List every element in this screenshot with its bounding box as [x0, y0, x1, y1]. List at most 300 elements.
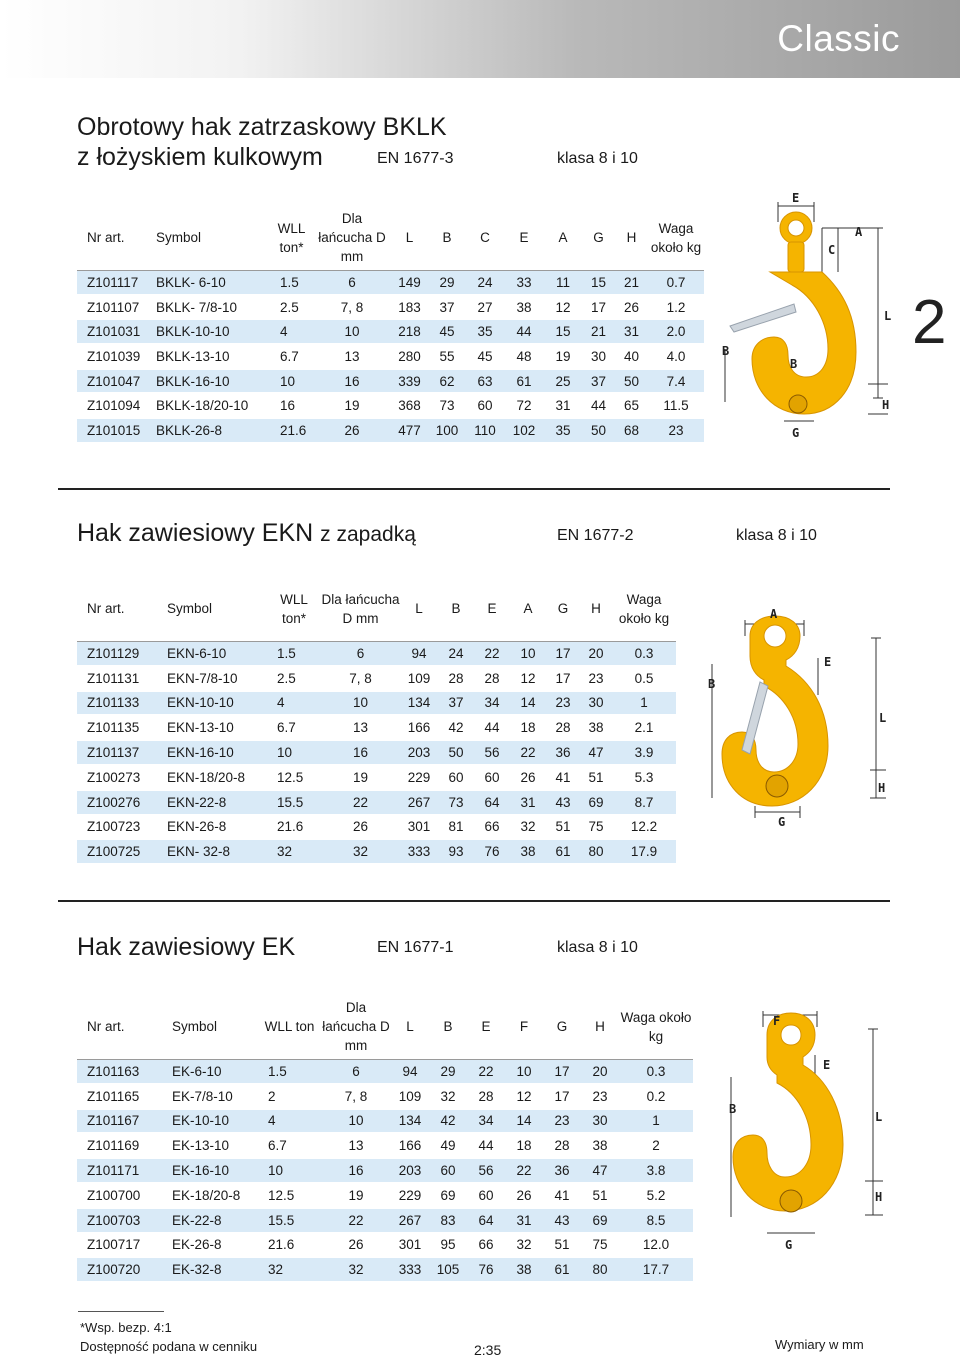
bklk-cell: 45	[428, 319, 466, 344]
table-row	[77, 691, 676, 716]
ek-cell: 7, 8	[321, 1084, 391, 1109]
ek-cell: 333	[391, 1257, 429, 1282]
ekn-cell: 109	[400, 666, 438, 691]
ekn-cell: 23	[580, 666, 612, 691]
ekn-cell: 30	[580, 691, 612, 716]
ek-cell: 134	[391, 1109, 429, 1134]
bklk-cell: 10	[313, 319, 391, 344]
table-row	[77, 790, 676, 815]
bklk-cell: 0.7	[648, 270, 704, 295]
ekn-cell: Z100725	[77, 839, 157, 864]
ek-cell: Z100703	[77, 1208, 162, 1233]
ekn-header-8: G	[546, 577, 580, 641]
bklk-cell: 6.7	[270, 344, 313, 369]
ekn-label-h: H	[878, 781, 886, 795]
bklk-cell: 33	[504, 270, 544, 295]
ek-cell: 30	[581, 1109, 619, 1134]
ek-cell: 26	[321, 1233, 391, 1258]
ek-cell: 41	[543, 1183, 581, 1208]
ek-label-b: B	[729, 1102, 737, 1116]
bklk-header-3: Dla łańcucha D mm	[313, 206, 391, 270]
ekn-cell: 0.5	[612, 666, 676, 691]
ek-cell: 105	[429, 1257, 467, 1282]
ekn-cell: 10	[321, 691, 400, 716]
bklk-cell: BKLK-26-8	[146, 418, 270, 443]
ekn-cell: 8.7	[612, 790, 676, 815]
bklk-label-b: B	[722, 344, 730, 358]
bklk-cell: 110	[466, 418, 504, 443]
ek-cell: 2	[258, 1084, 321, 1109]
bklk-label-l: L	[884, 309, 892, 323]
bklk-label-a: A	[855, 225, 863, 239]
table-row	[77, 295, 704, 320]
ekn-cell: 38	[580, 715, 612, 740]
ekn-header-7: A	[510, 577, 546, 641]
ekn-label-b: B	[708, 677, 716, 691]
chapter-number: 2	[912, 288, 947, 357]
bklk-cell: 7.4	[648, 369, 704, 394]
bklk-cell: 72	[504, 393, 544, 418]
ek-cell: EK-10-10	[162, 1109, 258, 1134]
ekn-cell: 20	[580, 641, 612, 666]
ek-table	[77, 995, 693, 1283]
ekn-cell: 22	[510, 740, 546, 765]
ekn-cell: 60	[438, 765, 474, 790]
table-row	[77, 839, 676, 864]
ekn-cell: 5.3	[612, 765, 676, 790]
ekn-cell: 38	[510, 839, 546, 864]
bklk-cell: 31	[615, 319, 648, 344]
bklk-cell: 30	[582, 344, 615, 369]
ekn-cell: 66	[474, 815, 510, 840]
ekn-cell: Z100276	[77, 790, 157, 815]
ek-cell: 29	[429, 1059, 467, 1084]
bklk-cell: 13	[313, 344, 391, 369]
ek-cell: EK-16-10	[162, 1158, 258, 1183]
ekn-cell: 12	[510, 666, 546, 691]
ek-cell: EK-6-10	[162, 1059, 258, 1084]
ekn-cell: 81	[438, 815, 474, 840]
ekn-cell: Z101129	[77, 641, 157, 666]
ekn-cell: 69	[580, 790, 612, 815]
ekn-cell: 32	[267, 839, 321, 864]
ekn-header-10: Waga około kg	[612, 577, 676, 641]
ekn-cell: 32	[321, 839, 400, 864]
bklk-cell: 21	[615, 270, 648, 295]
ek-cell: 10	[258, 1158, 321, 1183]
ek-cell: 60	[467, 1183, 505, 1208]
ekn-cell: 14	[510, 691, 546, 716]
ek-cell: 10	[321, 1109, 391, 1134]
table-row	[77, 1183, 693, 1208]
bklk-cell: 31	[544, 393, 582, 418]
table-row	[77, 666, 676, 691]
ek-cell: 44	[467, 1133, 505, 1158]
ek-cell: 64	[467, 1208, 505, 1233]
bklk-title-line2: z łożyskiem kulkowym	[77, 143, 323, 171]
ek-cell: 43	[543, 1208, 581, 1233]
table-row	[77, 815, 676, 840]
bklk-cell: 26	[615, 295, 648, 320]
ekn-cell: Z100723	[77, 815, 157, 840]
ek-hook-drawing	[715, 1005, 905, 1255]
bklk-cell: 29	[428, 270, 466, 295]
bklk-cell: 50	[582, 418, 615, 443]
ek-cell: Z100717	[77, 1233, 162, 1258]
bklk-cell: 44	[582, 393, 615, 418]
bklk-cell: 368	[391, 393, 428, 418]
ekn-title-small: z zapadką	[320, 523, 416, 546]
ek-cell: 19	[321, 1183, 391, 1208]
ek-cell: 17	[543, 1084, 581, 1109]
bklk-cell: 24	[466, 270, 504, 295]
ekn-cell: 44	[474, 715, 510, 740]
bklk-cell: 10	[270, 369, 313, 394]
ek-cell: 15.5	[258, 1208, 321, 1233]
bklk-cell: 183	[391, 295, 428, 320]
ekn-header-3: Dla łańcucha D mm	[321, 577, 400, 641]
bklk-header-0: Nr art.	[77, 206, 146, 270]
ek-cell: 69	[429, 1183, 467, 1208]
footnote-safety: *Wsp. bezp. 4:1	[80, 1320, 172, 1335]
bklk-header-6: C	[466, 206, 504, 270]
bklk-cell: BKLK-13-10	[146, 344, 270, 369]
ek-cell: 12.0	[619, 1233, 693, 1258]
ekn-label-e: E	[824, 655, 832, 669]
ekn-cell: 47	[580, 740, 612, 765]
ek-cell: 56	[467, 1158, 505, 1183]
ek-cell: 1	[619, 1109, 693, 1134]
ekn-cell: 6	[321, 641, 400, 666]
ekn-cell: 7, 8	[321, 666, 400, 691]
table-row	[77, 418, 704, 443]
ek-cell: 51	[581, 1183, 619, 1208]
ek-header-5: B	[429, 995, 467, 1059]
ek-header-4: L	[391, 995, 429, 1059]
bklk-cell: 60	[466, 393, 504, 418]
ek-cell: EK-32-8	[162, 1257, 258, 1282]
ek-cell: 32	[429, 1084, 467, 1109]
bklk-cell: 25	[544, 369, 582, 394]
bklk-cell: 37	[428, 295, 466, 320]
ekn-cell: EKN-18/20-8	[157, 765, 267, 790]
bklk-cell: 65	[615, 393, 648, 418]
bklk-title-line1: Obrotowy hak zatrzaskowy BKLK	[77, 113, 447, 141]
ek-label-e: E	[823, 1058, 831, 1072]
bklk-cell: Z101031	[77, 319, 146, 344]
ek-cell: 32	[321, 1257, 391, 1282]
ekn-cell: Z101137	[77, 740, 157, 765]
ekn-header-9: H	[580, 577, 612, 641]
ekn-hook-drawing	[700, 600, 900, 840]
ek-cell: 301	[391, 1233, 429, 1258]
table-row	[77, 1208, 693, 1233]
table-row	[77, 1257, 693, 1282]
bklk-cell: 35	[466, 319, 504, 344]
ekn-cell: 1.5	[267, 641, 321, 666]
bklk-cell: BKLK-18/20-10	[146, 393, 270, 418]
ekn-cell: 1	[612, 691, 676, 716]
bklk-cell: 48	[504, 344, 544, 369]
bklk-header-4: L	[391, 206, 428, 270]
ek-cell: 229	[391, 1183, 429, 1208]
ek-header-0: Nr art.	[77, 995, 162, 1059]
bklk-cell: 50	[615, 369, 648, 394]
bklk-cell: 27	[466, 295, 504, 320]
ek-cell: Z100720	[77, 1257, 162, 1282]
ekn-cell: 61	[546, 839, 580, 864]
bklk-header-11: Waga około kg	[648, 206, 704, 270]
ekn-cell: 0.3	[612, 641, 676, 666]
ek-header-7: F	[505, 995, 543, 1059]
bklk-cell: 6	[313, 270, 391, 295]
ekn-cell: 10	[267, 740, 321, 765]
ek-cell: 66	[467, 1233, 505, 1258]
header-bar	[0, 0, 960, 78]
table-row	[77, 369, 704, 394]
bklk-cell: 19	[313, 393, 391, 418]
ekn-standard: EN 1677-2	[557, 527, 634, 544]
ekn-cell: 42	[438, 715, 474, 740]
bklk-label-e: E	[792, 192, 800, 205]
page-number: 2:35	[474, 1342, 502, 1357]
bklk-cell: 12	[544, 295, 582, 320]
ekn-cell: 2.5	[267, 666, 321, 691]
ekn-cell: 134	[400, 691, 438, 716]
bklk-cell: 15	[544, 319, 582, 344]
ek-cell: 17.7	[619, 1257, 693, 1282]
bklk-cell: 7, 8	[313, 295, 391, 320]
ekn-cell: EKN-13-10	[157, 715, 267, 740]
ek-cell: 38	[505, 1257, 543, 1282]
ek-cell: 2	[619, 1133, 693, 1158]
bklk-cell: 68	[615, 418, 648, 443]
ekn-cell: 17.9	[612, 839, 676, 864]
ek-cell: 51	[543, 1233, 581, 1258]
bklk-cell: 44	[504, 319, 544, 344]
ek-cell: 1.5	[258, 1059, 321, 1084]
ekn-cell: 12.5	[267, 765, 321, 790]
ek-cell: 75	[581, 1233, 619, 1258]
ek-class: klasa 8 i 10	[557, 939, 638, 956]
ek-cell: 28	[467, 1084, 505, 1109]
ekn-cell: 56	[474, 740, 510, 765]
ekn-cell: 166	[400, 715, 438, 740]
ekn-cell: 3.9	[612, 740, 676, 765]
ek-cell: EK-18/20-8	[162, 1183, 258, 1208]
ekn-cell: 267	[400, 790, 438, 815]
ekn-cell: 12.2	[612, 815, 676, 840]
ekn-cell: 24	[438, 641, 474, 666]
ek-cell: 47	[581, 1158, 619, 1183]
ekn-cell: 36	[546, 740, 580, 765]
ekn-header-6: E	[474, 577, 510, 641]
ek-cell: 36	[543, 1158, 581, 1183]
ek-cell: Z101167	[77, 1109, 162, 1134]
ekn-cell: EKN-16-10	[157, 740, 267, 765]
ek-cell: EK-22-8	[162, 1208, 258, 1233]
bklk-label-c: C	[828, 243, 836, 257]
table-row	[77, 1133, 693, 1158]
ekn-cell: 26	[510, 765, 546, 790]
bklk-cell: 218	[391, 319, 428, 344]
ekn-table	[77, 577, 676, 865]
ek-cell: 6	[321, 1059, 391, 1084]
ek-header-6: E	[467, 995, 505, 1059]
ek-cell: 69	[581, 1208, 619, 1233]
ekn-cell: EKN- 32-8	[157, 839, 267, 864]
ek-cell: 23	[543, 1109, 581, 1134]
ekn-cell: EKN-22-8	[157, 790, 267, 815]
ekn-cell: 50	[438, 740, 474, 765]
ek-cell: 76	[467, 1257, 505, 1282]
ekn-cell: 32	[510, 815, 546, 840]
bklk-cell: 63	[466, 369, 504, 394]
bklk-cell: 62	[428, 369, 466, 394]
bklk-cell: 1.2	[648, 295, 704, 320]
ekn-cell: 37	[438, 691, 474, 716]
bklk-header-1: Symbol	[146, 206, 270, 270]
ekn-cell: 73	[438, 790, 474, 815]
ek-label-g: G	[785, 1238, 793, 1252]
footnote-rule	[78, 1311, 164, 1312]
ekn-cell: 34	[474, 691, 510, 716]
ekn-label-l: L	[879, 711, 887, 725]
bklk-cell: 61	[504, 369, 544, 394]
ek-cell: EK-7/8-10	[162, 1084, 258, 1109]
ek-cell: 23	[581, 1084, 619, 1109]
table-row	[77, 344, 704, 369]
bklk-cell: 45	[466, 344, 504, 369]
ek-cell: Z101169	[77, 1133, 162, 1158]
ek-cell: 12.5	[258, 1183, 321, 1208]
ek-header-8: G	[543, 995, 581, 1059]
ekn-cell: 51	[546, 815, 580, 840]
bklk-cell: 21	[582, 319, 615, 344]
ekn-cell: 28	[546, 715, 580, 740]
ekn-title-main: Hak zawiesiowy EKN	[77, 519, 314, 547]
ek-cell: 10	[505, 1059, 543, 1084]
ek-cell: 22	[467, 1059, 505, 1084]
bklk-cell: 37	[582, 369, 615, 394]
table-row	[77, 393, 704, 418]
ekn-cell: 51	[580, 765, 612, 790]
bklk-label-g: G	[792, 426, 800, 440]
ekn-cell: 94	[400, 641, 438, 666]
ekn-cell: EKN-10-10	[157, 691, 267, 716]
bklk-cell: 4	[270, 319, 313, 344]
bklk-standard: EN 1677-3	[377, 150, 454, 167]
table-row	[77, 765, 676, 790]
ek-cell: 109	[391, 1084, 429, 1109]
bklk-cell: Z101015	[77, 418, 146, 443]
ekn-cell: 64	[474, 790, 510, 815]
ek-header-3: Dla łańcucha D mm	[321, 995, 391, 1059]
table-row	[77, 1059, 693, 1084]
bklk-cell: BKLK- 7/8-10	[146, 295, 270, 320]
ek-cell: 4	[258, 1109, 321, 1134]
bklk-cell: BKLK- 6-10	[146, 270, 270, 295]
ekn-cell: 16	[321, 740, 400, 765]
ek-cell: 21.6	[258, 1233, 321, 1258]
ekn-cell: 31	[510, 790, 546, 815]
ekn-cell: 22	[474, 641, 510, 666]
ek-cell: 34	[467, 1109, 505, 1134]
ek-standard: EN 1677-1	[377, 939, 454, 956]
ek-cell: 94	[391, 1059, 429, 1084]
bklk-cell: 23	[648, 418, 704, 443]
ek-cell: Z100700	[77, 1183, 162, 1208]
ekn-cell: 17	[546, 666, 580, 691]
ek-cell: 38	[581, 1133, 619, 1158]
ek-cell: 14	[505, 1109, 543, 1134]
bklk-cell: Z101117	[77, 270, 146, 295]
ek-cell: 95	[429, 1233, 467, 1258]
bklk-cell: 16	[313, 369, 391, 394]
bklk-cell: 100	[428, 418, 466, 443]
ek-cell: 13	[321, 1133, 391, 1158]
bklk-hook-drawing	[710, 192, 910, 442]
ekn-cell: 28	[474, 666, 510, 691]
ek-cell: EK-13-10	[162, 1133, 258, 1158]
bklk-header-9: G	[582, 206, 615, 270]
ek-cell: 6.7	[258, 1133, 321, 1158]
ek-cell: 166	[391, 1133, 429, 1158]
bklk-cell: 26	[313, 418, 391, 443]
bklk-label-b2: B	[790, 357, 798, 371]
bklk-cell: 11	[544, 270, 582, 295]
ek-header-1: Symbol	[162, 995, 258, 1059]
ek-cell: 22	[321, 1208, 391, 1233]
ekn-cell: 4	[267, 691, 321, 716]
ekn-cell: 333	[400, 839, 438, 864]
table-row	[77, 740, 676, 765]
ekn-cell: 13	[321, 715, 400, 740]
ek-cell: 267	[391, 1208, 429, 1233]
ekn-cell: 19	[321, 765, 400, 790]
ek-cell: 49	[429, 1133, 467, 1158]
ek-cell: 80	[581, 1257, 619, 1282]
ek-cell: 18	[505, 1133, 543, 1158]
ekn-label-g: G	[778, 815, 786, 829]
bklk-cell: 149	[391, 270, 428, 295]
ekn-cell: 60	[474, 765, 510, 790]
table-row	[77, 715, 676, 740]
ek-label-l: L	[875, 1110, 883, 1124]
ek-cell: Z101165	[77, 1084, 162, 1109]
ekn-cell: 93	[438, 839, 474, 864]
ekn-class: klasa 8 i 10	[736, 527, 817, 544]
table-row	[77, 319, 704, 344]
table-row	[77, 270, 704, 295]
ekn-cell: 15.5	[267, 790, 321, 815]
footnote-availability: Dostępność podana w cenniku	[80, 1339, 258, 1354]
section-divider-1	[58, 488, 890, 490]
ek-label-h: H	[875, 1190, 883, 1204]
ek-cell: EK-26-8	[162, 1233, 258, 1258]
ek-cell: 26	[505, 1183, 543, 1208]
bklk-cell: 38	[504, 295, 544, 320]
ekn-header-1: Symbol	[157, 577, 267, 641]
bklk-cell: 1.5	[270, 270, 313, 295]
bklk-cell: 2.5	[270, 295, 313, 320]
ekn-header-5: B	[438, 577, 474, 641]
ek-cell: 42	[429, 1109, 467, 1134]
ekn-cell: 26	[321, 815, 400, 840]
ek-cell: 0.3	[619, 1059, 693, 1084]
ekn-cell: 21.6	[267, 815, 321, 840]
ekn-cell: 10	[510, 641, 546, 666]
